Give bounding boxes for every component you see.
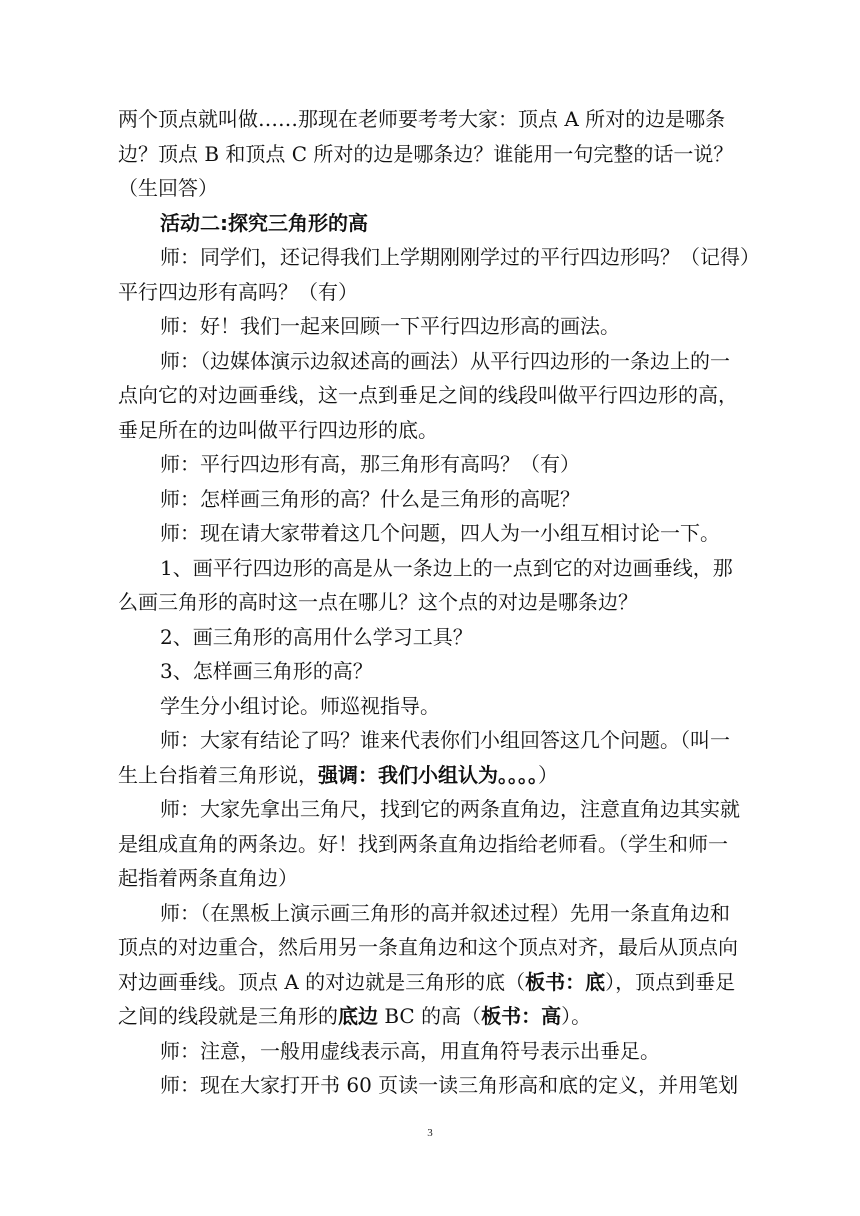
text-line [118,758,748,793]
text-line: 起指着两条直角边） [118,866,298,890]
text-line: 点向它的对边画垂线，这一点到垂足之间的线段叫做平行四边形的高， [118,383,738,407]
emphasis-text: 强调：我们小组认为。。。。 [318,762,538,787]
text-span: ），顶点到垂足 [605,969,736,994]
paragraph-line: 学生分小组讨论。师巡视指导。 [160,693,440,718]
text-line: 垂足所在的边叫做平行四边形的底。 [118,417,438,442]
text-line: 顶点的对边重合，然后用另一条直角边和这个顶点对齐，最后从顶点向 [118,935,738,959]
document-body [118,102,760,1103]
text-line [118,965,748,1000]
text-line: 是组成直角的两条边。好！找到两条直角边指给老师看。（学生和师一 [118,831,728,856]
text-line: 平行四边形有高吗？（有） [118,279,358,304]
page-number: 3 [427,1127,433,1139]
paragraph-line: 师：怎样画三角形的高？什么是三角形的高呢？ [160,486,580,511]
paragraph-line: 师：同学们，还记得我们上学期刚刚学过的平行四边形吗？（记得） [160,245,760,269]
paragraph-line: 师：现在请大家带着这几个问题，四人为一小组互相讨论一下。 [160,521,720,545]
paragraph-line: 师：大家先拿出三角尺，找到它的两条直角边，注意直角边其实就 [160,797,740,821]
text-line: 两个顶点就叫做……那现在老师要考考大家：顶点 A 所对的边是哪条 [118,107,726,131]
text-line: 么画三角形的高时这一点在哪儿？这个点的对边是哪条边？ [118,590,638,614]
text-span: 之间的线段就是三角形的 [118,1004,338,1028]
text-span: ）。 [561,1004,592,1028]
text-line [118,999,748,1034]
emphasis-text: 底边 [338,1004,378,1028]
text-span: 生上台指着三角形说， [118,762,318,787]
emphasis-text: 板书：底 [525,969,606,994]
paragraph-line: 师：注意，一般用虚线表示高，用直角符号表示出垂足。 [160,1038,660,1063]
paragraph-line: 师：平行四边形有高，那三角形有高吗？（有） [160,452,580,476]
paragraph-line: 师：大家有结论了吗？谁来代表你们小组回答这几个问题。（叫一 [160,728,730,752]
text-span: ） [538,762,558,787]
paragraph-line: 师：现在大家打开书 60 页读一读三角形高和底的定义，并用笔划 [160,1073,739,1097]
text-line: （生回答） [118,176,218,200]
paragraph-line: 师：好！我们一起来回顾一下平行四边形高的画法。 [160,314,620,338]
text-line: 边？顶点 B 和顶点 C 所对的边是哪条边？谁能用一句完整的话一说？ [118,141,734,166]
text-span: BC 的高（ [378,1004,482,1028]
list-item: 3、怎样画三角形的高？ [160,659,373,683]
paragraph-line: 师：（边媒体演示边叙述高的画法）从平行四边形的一条边上的一 [160,348,730,373]
list-item: 1、画平行四边形的高是从一条边上的一点到它的对边画垂线，那 [160,555,733,580]
list-item: 2、画三角形的高用什么学习工具？ [160,624,473,649]
emphasis-text: 板书：高 [481,1004,562,1028]
section-heading: 活动二:探究三角形的高 [160,210,368,235]
paragraph-line: 师：（在黑板上演示画三角形的高并叙述过程）先用一条直角边和 [160,900,730,925]
text-span: 对边画垂线。顶点 A 的对边就是三角形的底（ [118,969,526,994]
